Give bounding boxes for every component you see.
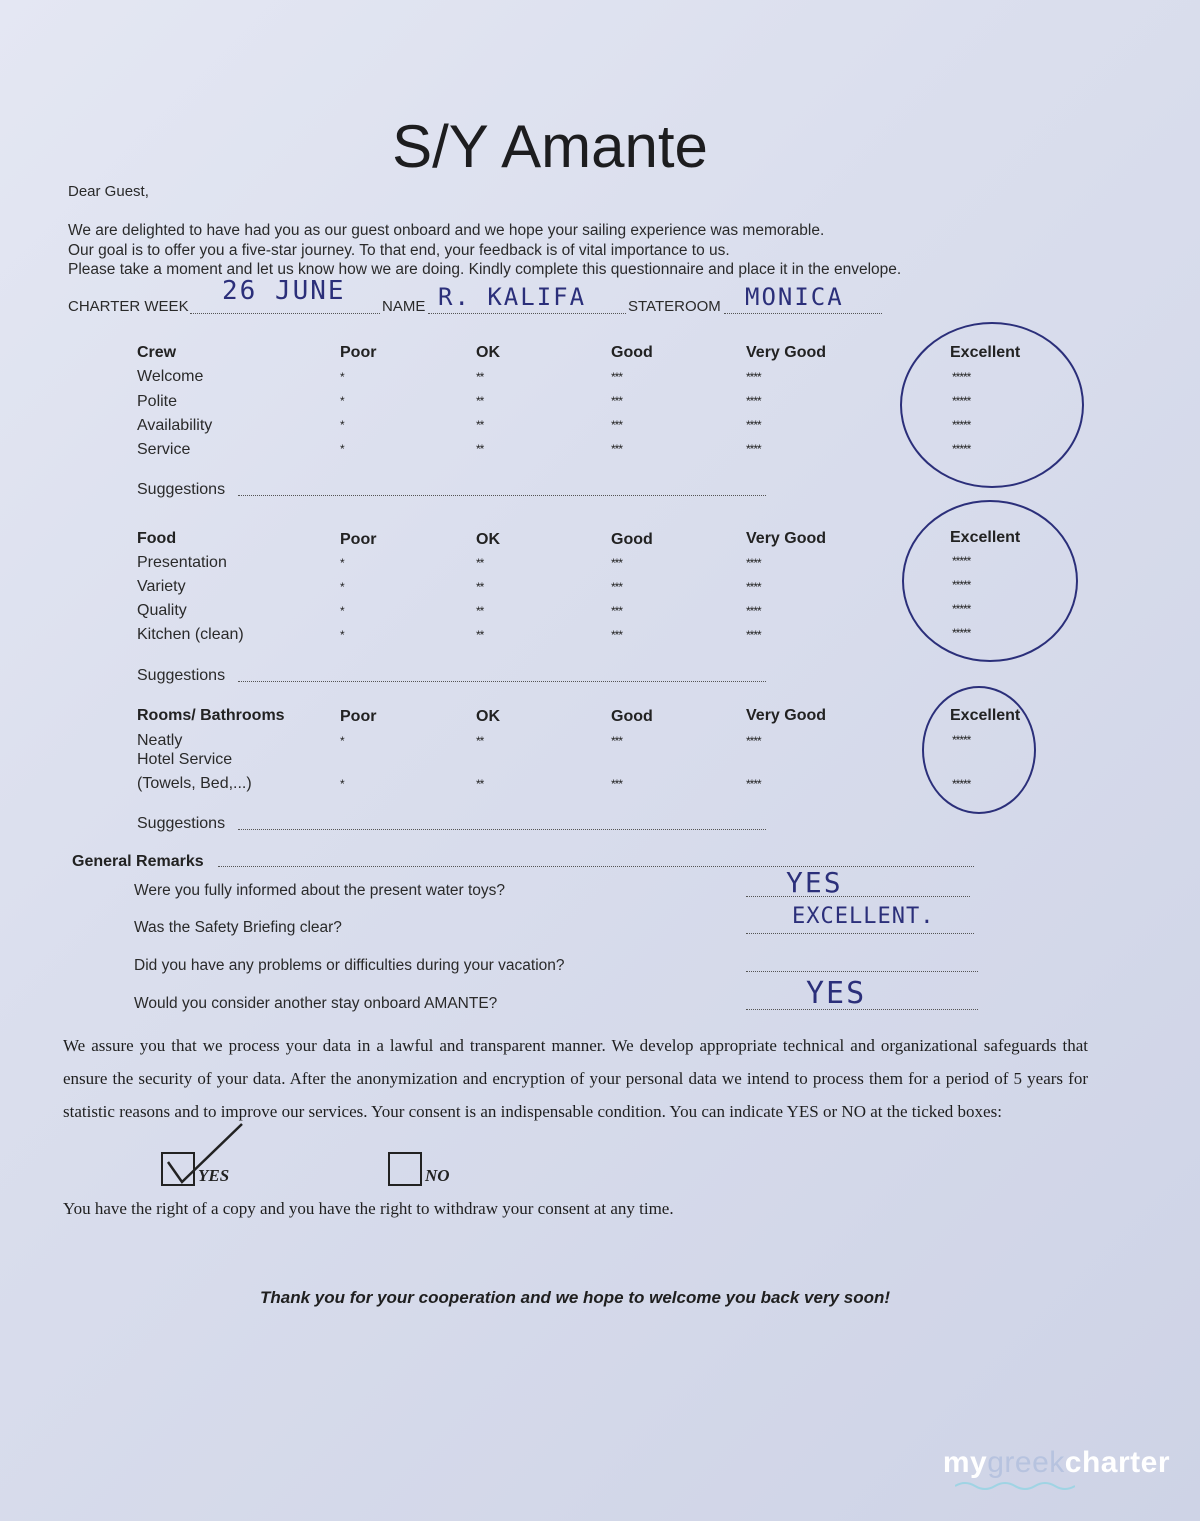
food-suggestions-line[interactable] [238,681,766,682]
name-line [428,313,626,314]
question-safety-briefing: Was the Safety Briefing clear? [134,919,342,936]
star-5-option[interactable]: ***** [952,554,971,568]
star-1-option[interactable]: * [340,442,344,456]
star-2-option[interactable]: ** [476,628,484,642]
crew-col-ok: OK [476,344,500,361]
crew-col-good: Good [611,344,653,361]
star-4-option[interactable]: **** [746,556,761,570]
star-5-option[interactable]: ***** [952,394,971,408]
star-5-option[interactable]: ***** [952,370,971,384]
answer-line-water-toys [746,896,970,897]
food-row-label: Quality [137,602,187,619]
rooms-col-poor: Poor [340,708,377,725]
rooms-col-good: Good [611,708,653,725]
star-2-option[interactable]: ** [476,394,484,408]
rooms-row-label-towels: (Towels, Bed,...) [137,775,252,792]
star-3-option[interactable]: *** [611,777,623,791]
intro-line-1: We are delighted to have had you as our guest onboard and we hope your sailing experience was memorable. [68,222,825,239]
rooms-suggestions-line[interactable] [238,829,766,830]
rooms-suggestions-label: Suggestions [137,815,226,832]
rooms-section-title: Rooms/ Bathrooms [137,707,285,724]
intro-line-3: Please take a moment and let us know how we are doing. Kindly complete this questionnaire and place it in the envelope. [68,261,902,278]
closing-message: Thank you for your cooperation and we hope to welcome you back very soon! [259,1288,891,1307]
star-1-option[interactable]: * [340,418,344,432]
question-problems: Did you have any problems or difficulties during your vacation? [134,957,565,974]
crew-suggestions-line[interactable] [238,495,766,496]
brand-my: my [942,1446,988,1479]
charter-week-value[interactable]: 26 JUNE [222,276,346,306]
star-2-option[interactable]: ** [476,556,484,570]
food-section-title: Food [137,530,177,547]
star-1-option[interactable]: * [340,628,344,642]
star-3-option[interactable]: *** [611,628,623,642]
rooms-col-ok: OK [476,708,500,725]
star-3-option[interactable]: *** [611,556,623,570]
star-4-option[interactable]: **** [746,604,761,618]
star-2-option[interactable]: ** [476,418,484,432]
crew-row-label: Service [137,441,191,458]
name-value[interactable]: R. KALIFA [438,283,587,311]
star-1-option[interactable]: * [340,394,344,408]
star-1-option[interactable]: * [340,580,344,594]
privacy-statement: We assure you that we process your data in a lawful and transparent manner. We develop appropriate technical and organizational safeguards that ensure the security of your data. After the anonymization and encryption of your personal data we intend to process them for a period of 5 years for statistic reasons and to improve our services. Your consent is an indispensable condition. You can indicate YES or NO at the ticked boxes: [63,1036,1088,1121]
crew-row-label: Welcome [137,368,204,385]
star-2-option[interactable]: ** [476,734,484,748]
brand-greek: greek [987,1446,1065,1479]
star-5-option[interactable]: ***** [952,442,971,456]
food-col-ok: OK [476,531,500,548]
name-label: NAME [382,298,426,315]
rooms-row-label-neatly: Neatly [137,732,183,749]
food-excellent-circle-mark [902,500,1078,662]
rights-statement: You have the right of a copy and you have the right to withdraw your consent at any time. [63,1199,674,1218]
star-4-option[interactable]: **** [746,418,761,432]
star-3-option[interactable]: *** [611,370,623,384]
charter-week-label: CHARTER WEEK [68,298,189,315]
star-2-option[interactable]: ** [476,604,484,618]
star-3-option[interactable]: *** [611,394,623,408]
greeting: Dear Guest, [68,183,149,200]
crew-col-excellent: Excellent [950,344,1021,361]
form-title: S/Y Amante [392,113,708,180]
star-1-option[interactable]: * [340,777,344,791]
crew-col-very-good: Very Good [746,344,827,361]
star-5-option[interactable]: ***** [952,418,971,432]
star-1-option[interactable]: * [340,556,344,570]
crew-row-label: Polite [137,393,178,410]
star-1-option[interactable]: * [340,604,344,618]
stateroom-value[interactable]: MONICA [745,283,844,311]
food-row-label: Variety [137,578,186,595]
food-suggestions-label: Suggestions [137,667,226,684]
general-remarks-line[interactable] [218,866,974,867]
rooms-col-excellent: Excellent [950,707,1021,724]
answer-water-toys[interactable]: YES [786,866,843,899]
crew-section-title: Crew [137,344,177,361]
brand-logo [943,1446,1170,1480]
star-4-option[interactable]: **** [746,580,761,594]
stateroom-line [724,313,882,314]
crew-row-label: Availability [137,417,213,434]
answer-safety-briefing[interactable]: EXCELLENT. [792,904,935,929]
star-1-option[interactable]: * [340,734,344,748]
star-3-option[interactable]: *** [611,580,623,594]
question-water-toys: Were you fully informed about the present water toys? [134,882,506,899]
star-3-option[interactable]: *** [611,442,623,456]
rooms-excellent-circle-mark [922,686,1036,814]
star-5-option[interactable]: ***** [952,626,971,640]
stateroom-label: STATEROOM [628,298,721,315]
food-col-excellent: Excellent [950,529,1021,546]
answer-another-stay[interactable]: YES [806,976,867,1011]
star-4-option[interactable]: **** [746,628,761,642]
star-3-option[interactable]: *** [611,418,623,432]
wave-icon [955,1480,1075,1492]
consent-no-label: NO [425,1166,450,1185]
star-3-option[interactable]: *** [611,604,623,618]
star-2-option[interactable]: ** [476,442,484,456]
food-row-label: Presentation [137,554,227,571]
star-2-option[interactable]: ** [476,370,484,384]
star-4-option[interactable]: **** [746,370,761,384]
star-4-option[interactable]: **** [746,442,761,456]
food-col-poor: Poor [340,531,377,548]
star-3-option[interactable]: *** [611,734,623,748]
star-5-option[interactable]: ***** [952,578,971,592]
star-5-option[interactable]: ***** [952,777,971,791]
food-row-label: Kitchen (clean) [137,626,244,643]
answer-line-problems[interactable] [746,971,978,972]
food-col-good: Good [611,531,653,548]
crew-excellent-circle-mark [900,322,1084,488]
consent-yes-label: YES [198,1166,230,1185]
crew-col-poor: Poor [340,344,377,361]
rooms-col-very-good: Very Good [746,707,827,724]
crew-suggestions-label: Suggestions [137,481,226,498]
star-5-option[interactable]: ***** [952,602,971,616]
star-4-option[interactable]: **** [746,777,761,791]
question-another-stay: Would you consider another stay onboard AMANTE? [134,995,498,1012]
star-2-option[interactable]: ** [476,580,484,594]
rooms-row-label-hotel-service: Hotel Service [137,751,233,768]
star-5-option[interactable]: ***** [952,733,971,747]
star-4-option[interactable]: **** [746,734,761,748]
star-1-option[interactable]: * [340,370,344,384]
food-col-very-good: Very Good [746,530,827,547]
star-4-option[interactable]: **** [746,394,761,408]
intro-line-2: Our goal is to offer you a five-star journey. To that end, your feedback is of vital importance to us. [68,242,730,259]
star-2-option[interactable]: ** [476,777,484,791]
answer-line-safety-briefing [746,933,974,934]
charter-week-line [190,313,380,314]
consent-no-checkbox[interactable] [388,1152,422,1186]
general-remarks-title: General Remarks [72,853,204,870]
brand-charter: charter [1064,1446,1170,1479]
